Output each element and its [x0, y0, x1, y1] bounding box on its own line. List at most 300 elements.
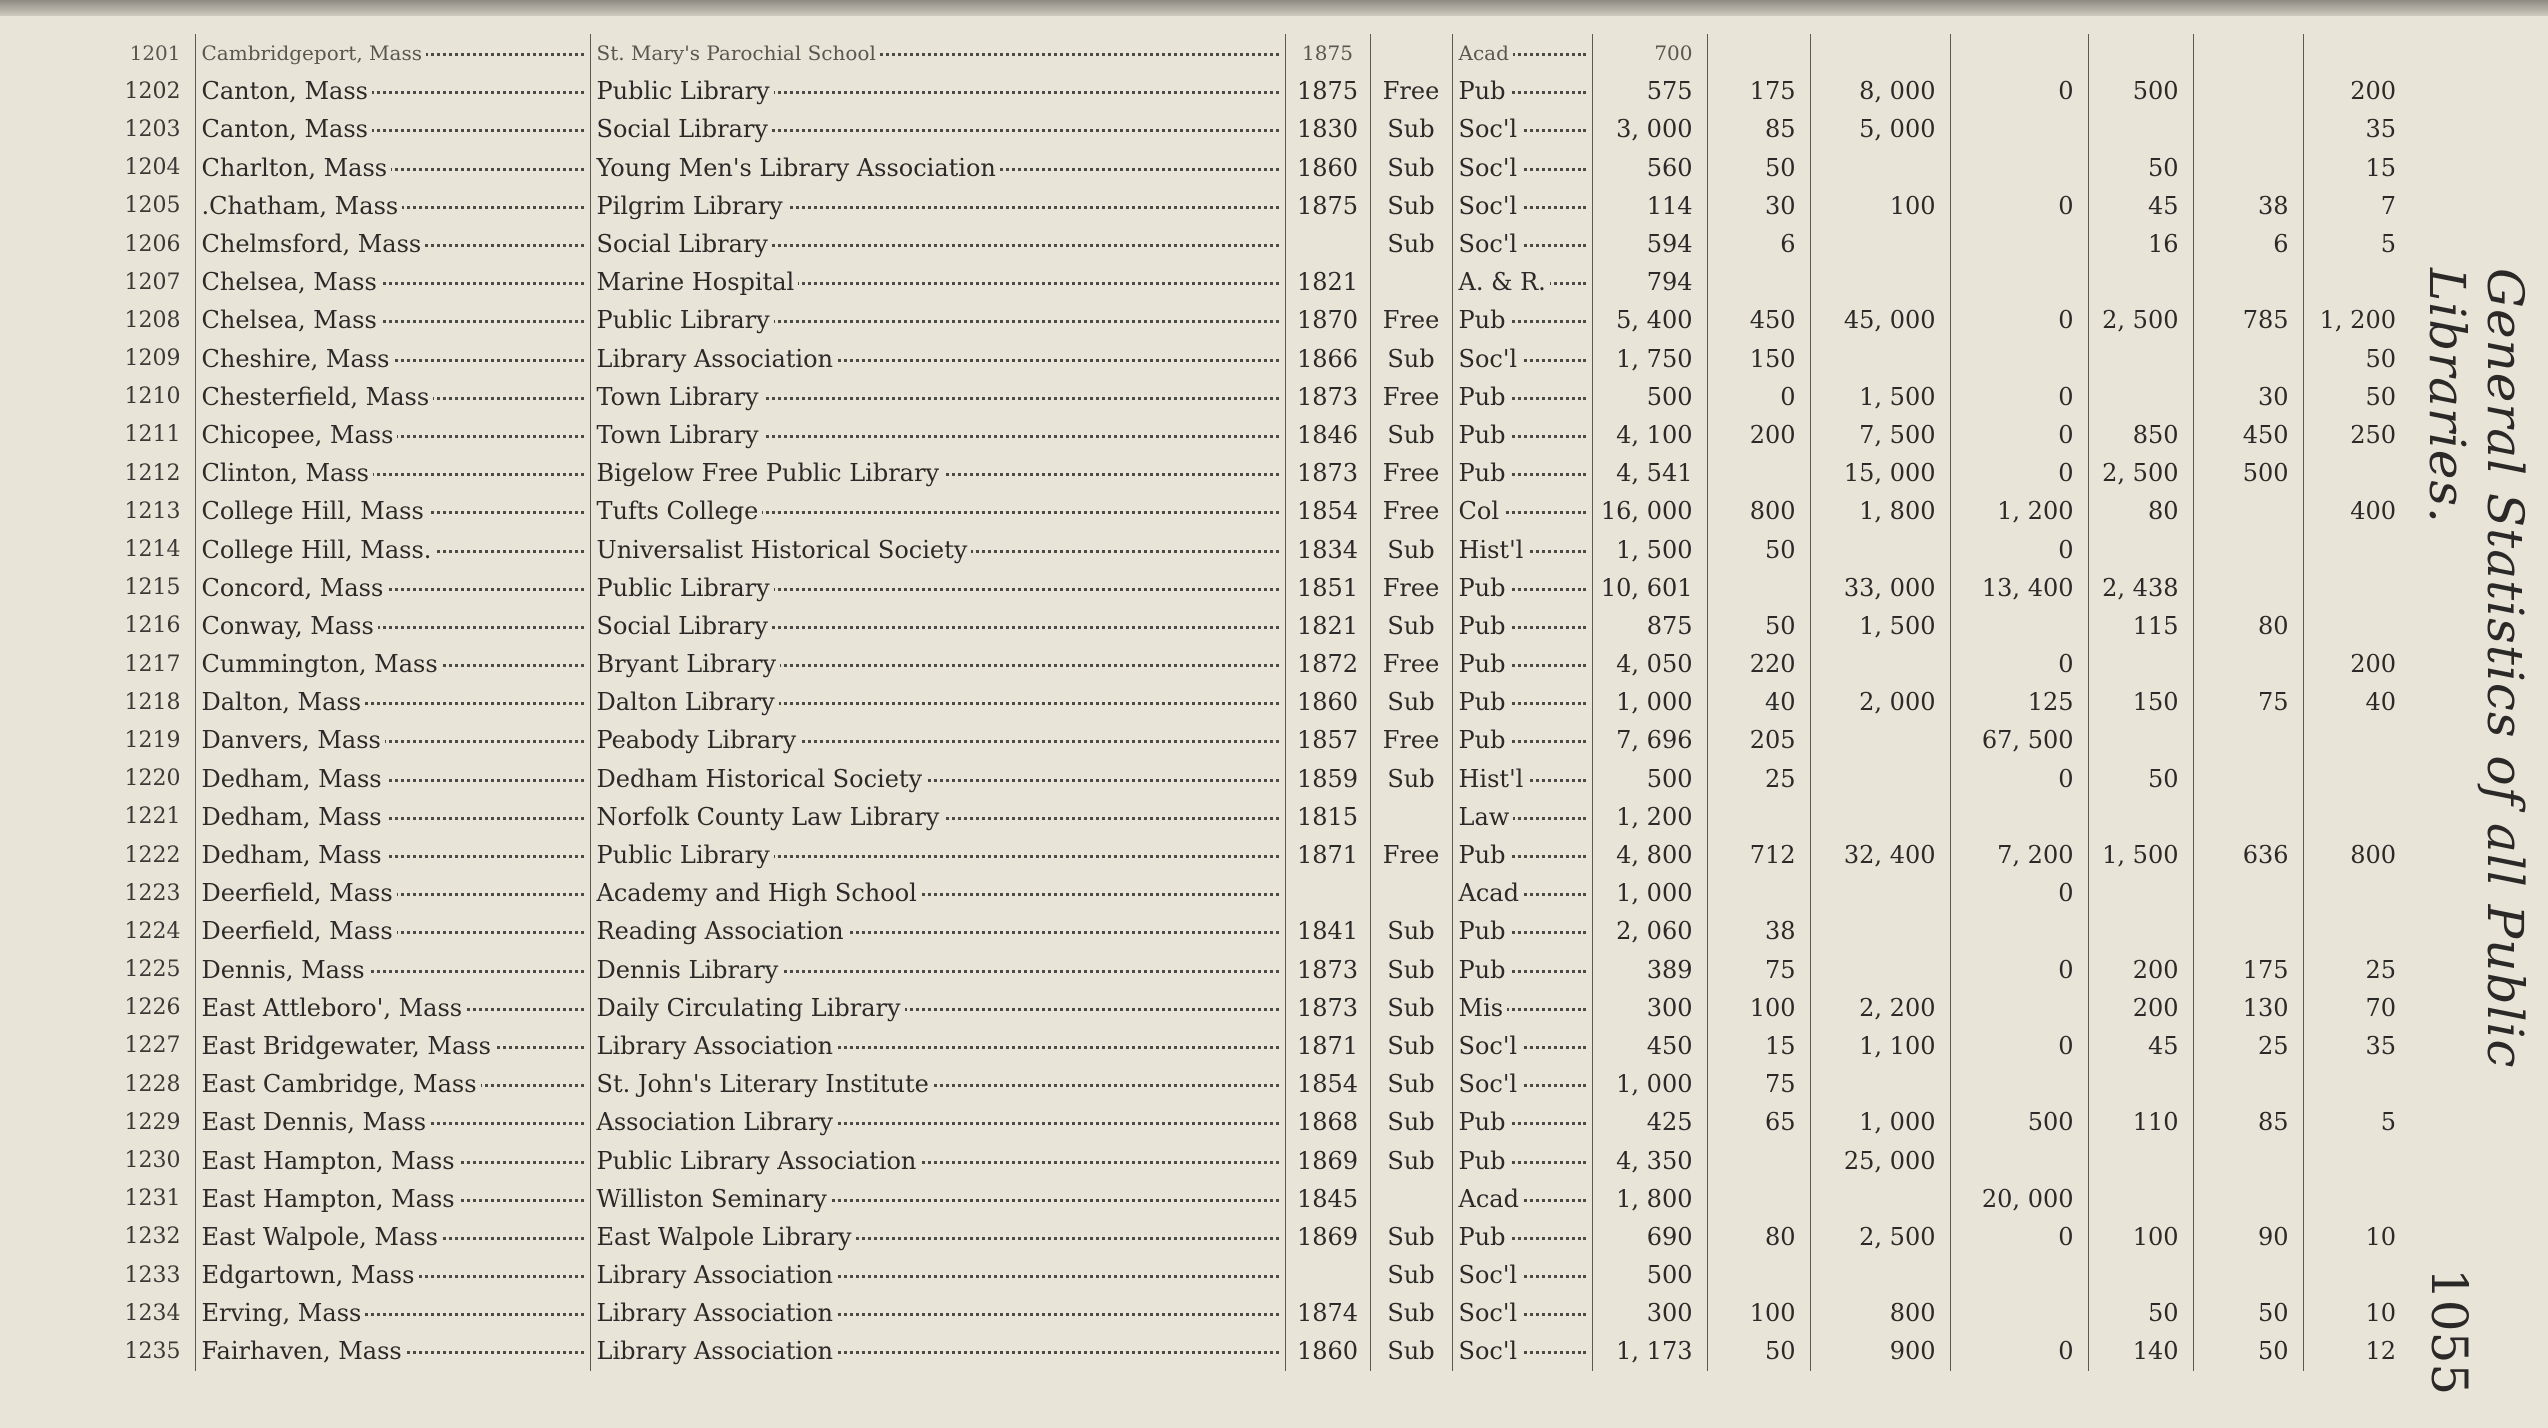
cell-c1: 4, 050: [1592, 645, 1707, 683]
cell-year: 1872: [1285, 645, 1370, 683]
cell-c4: 0: [1950, 454, 2088, 492]
cell-year: 1860: [1285, 683, 1370, 721]
cell-c7: [2303, 1256, 2410, 1294]
cell-c5: [2088, 34, 2193, 72]
cell-c3: [1810, 1256, 1950, 1294]
cell-text: Pub: [1459, 917, 1510, 945]
table-row: [110, 836, 2410, 874]
cell-library: [590, 607, 1285, 645]
cell-place: [195, 874, 590, 912]
cell-c5: [2088, 340, 2193, 378]
library-statistics-table: [110, 34, 2410, 1371]
cell-c2: 25: [1707, 760, 1810, 798]
cell-c7: 200: [2350, 650, 2396, 679]
cell-c3: [1810, 721, 1950, 759]
cell-text: Public Library Association: [597, 1147, 921, 1175]
cell-c5: 45: [2088, 187, 2193, 225]
cell-class: [1452, 225, 1592, 263]
table-row: [110, 1332, 2410, 1370]
table-row: [110, 1218, 2410, 1256]
cell-text: Soc'l: [1459, 230, 1522, 258]
table-row: [110, 760, 2410, 798]
cell-support: Free: [1370, 492, 1452, 530]
cell-text: Pub: [1459, 421, 1510, 449]
cell-text: Pub: [1459, 77, 1510, 105]
cell-text: East Dennis, Mass: [202, 1108, 431, 1136]
cell-c4: 0: [1950, 1027, 2088, 1065]
cell-c4: [1950, 263, 2088, 301]
cell-num: 1228: [110, 1065, 195, 1103]
cell-c5: 200: [2088, 989, 2193, 1027]
cell-c2: 800: [1707, 492, 1810, 530]
cell-num: 1226: [110, 989, 195, 1027]
table-row: [110, 416, 2410, 454]
cell-support: Sub: [1370, 1065, 1452, 1103]
cell-support: Sub: [1370, 607, 1452, 645]
table-row: [110, 951, 2410, 989]
cell-library: [590, 149, 1285, 187]
cell-class: [1452, 1218, 1592, 1256]
cell-c5: 200: [2088, 951, 2193, 989]
cell-c1: 450: [1592, 1027, 1707, 1065]
cell-text: Clinton, Mass: [202, 459, 374, 487]
cell-c5: 50: [2088, 760, 2193, 798]
cell-c7: 12: [2365, 1337, 2396, 1366]
cell-num: 1208: [110, 301, 195, 339]
cell-c4: 125: [1950, 683, 2088, 721]
cell-support: [1370, 34, 1452, 72]
cell-c3: [1810, 149, 1950, 187]
cell-c6: [2193, 149, 2303, 187]
cell-num: 1204: [110, 149, 195, 187]
cell-year: 1875: [1285, 34, 1370, 72]
table-row: [110, 1027, 2410, 1065]
cell-c3: 2, 000: [1810, 683, 1950, 721]
cell-text: St. John's Literary Institute: [597, 1070, 933, 1098]
cell-year: 1846: [1285, 416, 1370, 454]
cell-text: Daily Circulating Library: [597, 994, 905, 1022]
cell-c7: [2303, 263, 2410, 301]
cell-c7: [2303, 1141, 2410, 1179]
cell-year: 1875: [1285, 187, 1370, 225]
cell-text: Reading Association: [597, 917, 848, 945]
cell-c5: 50: [2088, 1294, 2193, 1332]
cell-c2: 80: [1707, 1218, 1810, 1256]
cell-support: Sub: [1370, 340, 1452, 378]
cell-c5: [2088, 378, 2193, 416]
cell-class: [1452, 721, 1592, 759]
table-row: [110, 1065, 2410, 1103]
cell-c5: [2088, 721, 2193, 759]
cell-text: Canton, Mass: [202, 77, 372, 105]
cell-c6: 50: [2193, 1294, 2303, 1332]
cell-c6: [2193, 1256, 2303, 1294]
cell-support: Sub: [1370, 912, 1452, 950]
cell-library: [590, 378, 1285, 416]
cell-support: Sub: [1370, 1141, 1452, 1179]
cell-text: Pub: [1459, 459, 1510, 487]
cell-place: [195, 378, 590, 416]
cell-c1: 114: [1592, 187, 1707, 225]
cell-num: 1207: [110, 263, 195, 301]
cell-c2: 220: [1707, 645, 1810, 683]
cell-c2: [1707, 1141, 1810, 1179]
cell-c7: [2303, 569, 2410, 607]
cell-library: [590, 721, 1285, 759]
cell-library: [590, 874, 1285, 912]
cell-text: Canton, Mass: [202, 115, 372, 143]
cell-text: Library Association: [597, 1261, 837, 1289]
cell-year: [1285, 1256, 1370, 1294]
cell-c3: [1810, 798, 1950, 836]
cell-c5: 1, 500: [2088, 836, 2193, 874]
cell-c5: 500: [2088, 72, 2193, 110]
cell-year: 1860: [1285, 149, 1370, 187]
cell-c6: [2193, 645, 2303, 683]
table-row: [110, 530, 2410, 568]
cell-c7: 1, 200: [2319, 306, 2396, 335]
cell-text: Cummington, Mass: [202, 650, 442, 678]
cell-c6: 500: [2193, 454, 2303, 492]
cell-place: [195, 110, 590, 148]
cell-c5: [2088, 874, 2193, 912]
cell-library: [590, 951, 1285, 989]
cell-class: [1452, 492, 1592, 530]
cell-c2: 150: [1707, 340, 1810, 378]
cell-year: 1871: [1285, 1027, 1370, 1065]
table-row: [110, 721, 2410, 759]
cell-c6: 80: [2193, 607, 2303, 645]
cell-num: 1230: [110, 1141, 195, 1179]
cell-c4: [1950, 1294, 2088, 1332]
table-row: [110, 1180, 2410, 1218]
cell-c5: 50: [2088, 149, 2193, 187]
cell-class: [1452, 1332, 1592, 1370]
cell-class: [1452, 607, 1592, 645]
cell-place: [195, 1065, 590, 1103]
cell-c1: 1, 000: [1592, 874, 1707, 912]
cell-c2: 6: [1707, 225, 1810, 263]
cell-num: 1206: [110, 225, 195, 263]
cell-c4: 13, 400: [1950, 569, 2088, 607]
cell-c5: [2088, 798, 2193, 836]
cell-library: [590, 416, 1285, 454]
cell-class: [1452, 378, 1592, 416]
cell-year: 1859: [1285, 760, 1370, 798]
cell-num: 1227: [110, 1027, 195, 1065]
cell-c6: [2193, 874, 2303, 912]
cell-support: Sub: [1370, 187, 1452, 225]
cell-num: 1219: [110, 721, 195, 759]
cell-c6: 90: [2193, 1218, 2303, 1256]
cell-c3: 32, 400: [1810, 836, 1950, 874]
cell-library: [590, 912, 1285, 950]
cell-c1: 3, 000: [1592, 110, 1707, 148]
cell-text: Pub: [1459, 841, 1510, 869]
cell-text: Public Library: [597, 306, 774, 334]
table-row: [110, 454, 2410, 492]
cell-c7: [2303, 34, 2410, 72]
cell-library: [590, 1065, 1285, 1103]
cell-support: Free: [1370, 721, 1452, 759]
cell-c7: 250: [2350, 420, 2396, 449]
cell-text: Acad: [1459, 1185, 1523, 1213]
cell-c5: [2088, 1180, 2193, 1218]
cell-text: Norfolk County Law Library: [597, 803, 944, 831]
cell-c4: 0: [1950, 301, 2088, 339]
cell-year: [1285, 874, 1370, 912]
cell-c6: 450: [2193, 416, 2303, 454]
cell-place: [195, 1256, 590, 1294]
cell-c6: [2193, 110, 2303, 148]
cell-c5: 110: [2088, 1103, 2193, 1141]
cell-c4: 67, 500: [1950, 721, 2088, 759]
cell-text: Public Library: [597, 841, 774, 869]
cell-c7: 800: [2350, 841, 2396, 870]
cell-class: [1452, 72, 1592, 110]
cell-place: [195, 187, 590, 225]
cell-c5: 850: [2088, 416, 2193, 454]
cell-text: Library Association: [597, 1337, 837, 1365]
cell-c1: 1, 000: [1592, 683, 1707, 721]
cell-c2: 85: [1707, 110, 1810, 148]
cell-c6: 130: [2193, 989, 2303, 1027]
cell-c4: 1, 200: [1950, 492, 2088, 530]
cell-c7: [2303, 1180, 2410, 1218]
cell-text: Public Library: [597, 77, 774, 105]
cell-c5: 2, 500: [2088, 454, 2193, 492]
cell-c3: 1, 800: [1810, 492, 1950, 530]
cell-c7: 10: [2365, 1299, 2396, 1328]
table-row: [110, 989, 2410, 1027]
cell-class: [1452, 187, 1592, 225]
cell-library: [590, 530, 1285, 568]
cell-support: Sub: [1370, 951, 1452, 989]
table-row: [110, 34, 2410, 72]
cell-class: [1452, 416, 1592, 454]
table-row: [110, 301, 2410, 339]
cell-text: Pub: [1459, 383, 1510, 411]
cell-c5: 2, 438: [2088, 569, 2193, 607]
cell-c7: 15: [2365, 153, 2396, 182]
cell-c2: [1707, 454, 1810, 492]
cell-class: [1452, 683, 1592, 721]
cell-c5: [2088, 263, 2193, 301]
cell-text: Deerfield, Mass: [202, 917, 397, 945]
cell-library: [590, 1294, 1285, 1332]
cell-text: Academy and High School: [597, 879, 921, 907]
cell-c2: [1707, 263, 1810, 301]
cell-c5: [2088, 530, 2193, 568]
cell-c7: 50: [2365, 344, 2396, 373]
cell-c2: 100: [1707, 989, 1810, 1027]
page-top-edge: [0, 0, 2548, 16]
cell-c2: [1707, 1256, 1810, 1294]
cell-c1: 10, 601: [1592, 569, 1707, 607]
cell-text: Soc'l: [1459, 1070, 1522, 1098]
cell-c2: [1707, 874, 1810, 912]
cell-place: [195, 951, 590, 989]
cell-c3: 1, 500: [1810, 607, 1950, 645]
cell-year: 1873: [1285, 454, 1370, 492]
cell-text: Pub: [1459, 956, 1510, 984]
cell-c6: 636: [2193, 836, 2303, 874]
cell-place: [195, 340, 590, 378]
cell-support: Sub: [1370, 760, 1452, 798]
cell-text: East Walpole, Mass: [202, 1223, 442, 1251]
cell-year: 1869: [1285, 1141, 1370, 1179]
cell-c4: [1950, 110, 2088, 148]
cell-text: Public Library: [597, 574, 774, 602]
cell-c6: [2193, 760, 2303, 798]
cell-library: [590, 454, 1285, 492]
cell-text: Pub: [1459, 1147, 1510, 1175]
cell-c4: [1950, 798, 2088, 836]
cell-text: Pub: [1459, 1108, 1510, 1136]
cell-c6: 85: [2193, 1103, 2303, 1141]
cell-c2: 50: [1707, 607, 1810, 645]
table-body: [110, 34, 2410, 1371]
cell-text: Soc'l: [1459, 1261, 1522, 1289]
cell-support: Sub: [1370, 1027, 1452, 1065]
cell-text: Soc'l: [1459, 345, 1522, 373]
cell-text: Mis: [1459, 994, 1508, 1022]
cell-support: Sub: [1370, 149, 1452, 187]
cell-year: 1873: [1285, 989, 1370, 1027]
cell-text: East Walpole Library: [597, 1223, 856, 1251]
cell-year: 1815: [1285, 798, 1370, 836]
cell-class: [1452, 149, 1592, 187]
cell-c7: 10: [2365, 1222, 2396, 1251]
cell-c2: 30: [1707, 187, 1810, 225]
cell-text: Chicopee, Mass: [202, 421, 398, 449]
cell-c6: [2193, 263, 2303, 301]
cell-text: Soc'l: [1459, 1337, 1522, 1365]
cell-text: Pub: [1459, 1223, 1510, 1251]
cell-c6: [2193, 340, 2303, 378]
cell-library: [590, 798, 1285, 836]
cell-c3: 15, 000: [1810, 454, 1950, 492]
cell-text: Pub: [1459, 306, 1510, 334]
cell-c1: 1, 500: [1592, 530, 1707, 568]
cell-place: [195, 721, 590, 759]
cell-num: 1205: [110, 187, 195, 225]
cell-c5: 45: [2088, 1027, 2193, 1065]
cell-c5: [2088, 1256, 2193, 1294]
cell-num: 1210: [110, 378, 195, 416]
cell-text: Law: [1459, 803, 1514, 831]
table-row: [110, 110, 2410, 148]
cell-library: [590, 836, 1285, 874]
cell-year: 1868: [1285, 1103, 1370, 1141]
cell-library: [590, 72, 1285, 110]
cell-year: 1834: [1285, 530, 1370, 568]
cell-class: [1452, 263, 1592, 301]
cell-text: Conway, Mass: [202, 612, 378, 640]
cell-support: Free: [1370, 378, 1452, 416]
cell-year: 1869: [1285, 1218, 1370, 1256]
cell-c4: 0: [1950, 874, 2088, 912]
cell-support: Sub: [1370, 1218, 1452, 1256]
cell-text: Social Library: [597, 612, 772, 640]
cell-class: [1452, 301, 1592, 339]
cell-class: [1452, 569, 1592, 607]
cell-text: Chelsea, Mass: [202, 268, 381, 296]
table-row: [110, 72, 2410, 110]
cell-num: 1225: [110, 951, 195, 989]
cell-c2: [1707, 798, 1810, 836]
cell-c6: 6: [2193, 225, 2303, 263]
table-row: [110, 569, 2410, 607]
cell-c4: [1950, 149, 2088, 187]
cell-support: Free: [1370, 301, 1452, 339]
cell-c7: [2303, 874, 2410, 912]
cell-library: [590, 569, 1285, 607]
cell-support: Sub: [1370, 1256, 1452, 1294]
cell-c2: 50: [1707, 1332, 1810, 1370]
cell-c5: [2088, 110, 2193, 148]
cell-c7: [2303, 912, 2410, 950]
cell-year: 1873: [1285, 951, 1370, 989]
cell-c3: 8, 000: [1810, 72, 1950, 110]
cell-text: Soc'l: [1459, 192, 1522, 220]
table-row: [110, 1256, 2410, 1294]
cell-text: Tufts College: [597, 497, 763, 525]
cell-year: 1821: [1285, 607, 1370, 645]
cell-year: 1851: [1285, 569, 1370, 607]
cell-c5: 115: [2088, 607, 2193, 645]
cell-c3: 45, 000: [1810, 301, 1950, 339]
cell-text: Dalton, Mass: [202, 688, 366, 716]
cell-place: [195, 760, 590, 798]
cell-c1: 560: [1592, 149, 1707, 187]
cell-text: Dedham Historical Society: [597, 765, 927, 793]
cell-place: [195, 492, 590, 530]
cell-c5: [2088, 1065, 2193, 1103]
cell-place: [195, 1180, 590, 1218]
cell-place: [195, 569, 590, 607]
cell-place: [195, 798, 590, 836]
cell-class: [1452, 760, 1592, 798]
cell-c2: 200: [1707, 416, 1810, 454]
cell-text: Dennis, Mass: [202, 956, 369, 984]
cell-text: College Hill, Mass: [202, 497, 428, 525]
cell-class: [1452, 1027, 1592, 1065]
cell-num: 1213: [110, 492, 195, 530]
cell-c2: 205: [1707, 721, 1810, 759]
cell-c1: 16, 000: [1592, 492, 1707, 530]
cell-text: Soc'l: [1459, 115, 1522, 143]
cell-c7: [2303, 798, 2410, 836]
cell-text: Pub: [1459, 688, 1510, 716]
cell-c4: [1950, 340, 2088, 378]
cell-c6: [2193, 530, 2303, 568]
cell-c4: 0: [1950, 760, 2088, 798]
cell-c6: [2193, 912, 2303, 950]
cell-num: 1221: [110, 798, 195, 836]
cell-c2: 40: [1707, 683, 1810, 721]
cell-text: Social Library: [597, 230, 772, 258]
cell-class: [1452, 1180, 1592, 1218]
cell-text: Town Library: [597, 383, 763, 411]
cell-text: Association Library: [597, 1108, 837, 1136]
cell-c1: 4, 100: [1592, 416, 1707, 454]
cell-text: East Hampton, Mass: [202, 1185, 459, 1213]
cell-c2: 100: [1707, 1294, 1810, 1332]
cell-num: 1233: [110, 1256, 195, 1294]
cell-year: 1857: [1285, 721, 1370, 759]
cell-c4: 20, 000: [1950, 1180, 2088, 1218]
